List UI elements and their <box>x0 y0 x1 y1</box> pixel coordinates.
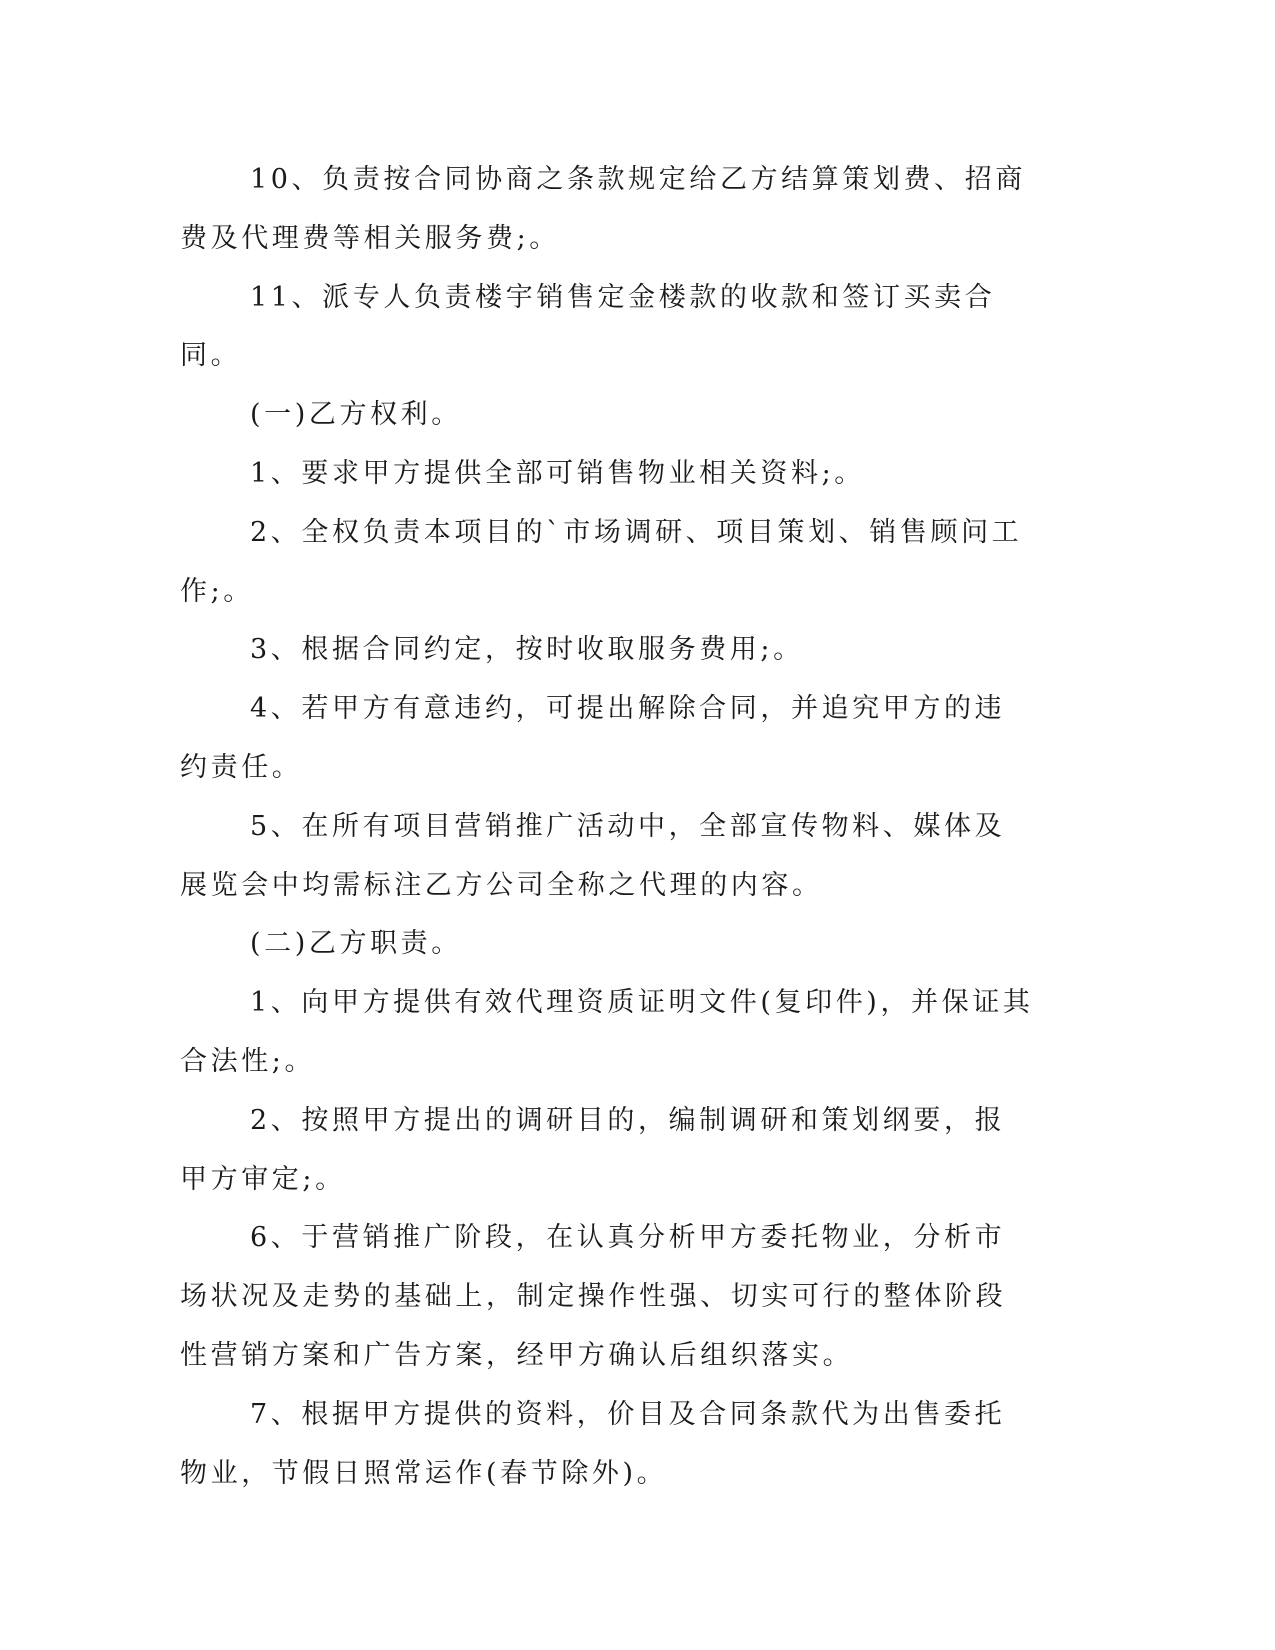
paragraph: 11、派专人负责楼宇销售定金楼款的收款和签订买卖合同。 <box>180 281 996 372</box>
paragraph: 1、要求甲方提供全部可销售物业相关资料;。 <box>250 457 865 489</box>
paragraph: 10、负责按合同协商之条款规定给乙方结算策划费、招商费及代理费等相关服务费;。 <box>180 164 1026 254</box>
paragraph: 4、若甲方有意违约，可提出解除合同，并追究甲方的违约责任。 <box>180 693 1006 783</box>
paragraph: 3、根据合同约定，按时收取服务费用;。 <box>250 634 804 666</box>
paragraph: (一)乙方权利。 <box>250 399 462 431</box>
paragraph: 7、根据甲方提供的资料，价目及合同条款代为出售委托物业，节假日照常运作(春节除外)。 <box>180 1398 1006 1489</box>
paragraph: 1、向甲方提供有效代理资质证明文件(复印件)，并保证其合法性;。 <box>180 987 1034 1077</box>
paragraph: 5、在所有项目营销推广活动中，全部宣传物料、媒体及展览会中均需标注乙方公司全称之代理的内容。 <box>180 810 1006 901</box>
paragraph: 6、于营销推广阶段，在认真分析甲方委托物业，分析市场状况及走势的基础上，制定操作性强、切实可行的整体阶段性营销方案和广告方案，经甲方确认后组织落实。 <box>180 1222 1007 1371</box>
paragraph: (二)乙方职责。 <box>250 928 462 960</box>
paragraph: 2、全权负责本项目的`市场调研、项目策划、销售顾问工作;。 <box>180 516 1023 607</box>
document-page <box>180 151 1035 1503</box>
paragraph: 2、按照甲方提出的调研目的，编制调研和策划纲要，报甲方审定;。 <box>180 1104 1006 1195</box>
